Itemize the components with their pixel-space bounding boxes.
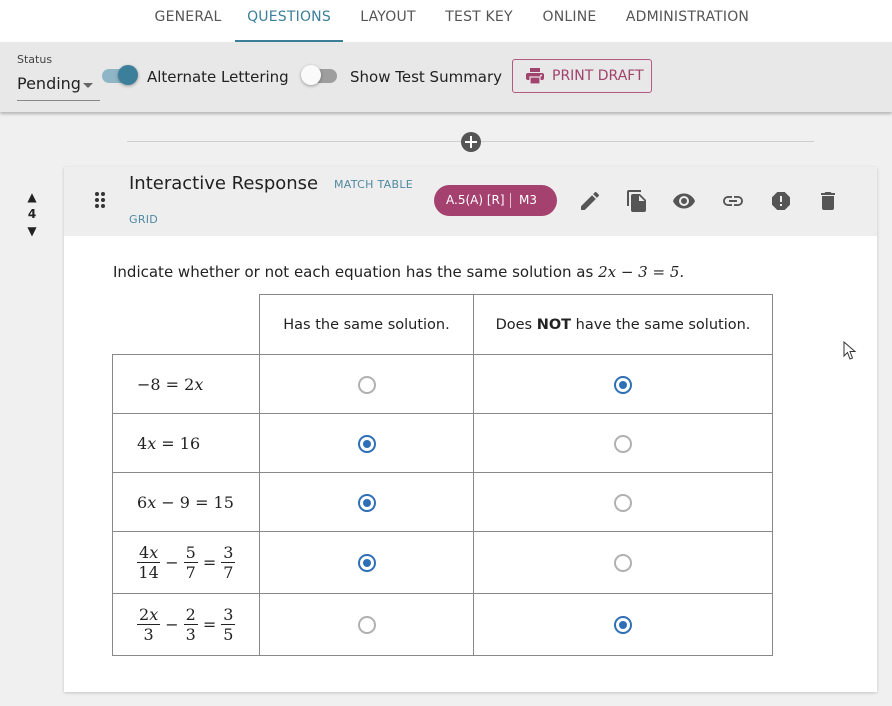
radio-option-selected[interactable] (614, 616, 632, 634)
standard-badge[interactable] (434, 185, 557, 216)
equation-cell: 4x = 16 (113, 414, 260, 473)
answer-cell (260, 473, 474, 532)
answer-cell (260, 355, 474, 414)
equation-cell: $\frac{2x}{3}$ − $\frac{2}{3}$ = $\frac{3}{5}$ (113, 594, 260, 656)
show-test-summary-label: Show Test Summary (350, 68, 503, 86)
table-row (113, 594, 773, 656)
link-icon[interactable] (721, 189, 745, 213)
radio-option-selected[interactable] (358, 494, 376, 512)
print-draft-button[interactable] (512, 59, 652, 93)
radio-option-selected[interactable] (614, 376, 632, 394)
column-header-not-same (474, 295, 773, 355)
radio-option[interactable] (614, 494, 632, 512)
tab-layout[interactable]: LAYOUT (360, 9, 416, 25)
tab-test-key[interactable]: TEST KEY (445, 9, 513, 25)
status-select[interactable] (17, 70, 100, 101)
question-header (64, 167, 877, 236)
radio-option-selected[interactable] (358, 554, 376, 572)
question-title: Interactive Response (129, 173, 319, 194)
column-header-same: Has the same solution. (260, 295, 474, 355)
answer-cell (474, 414, 773, 473)
radio-option[interactable] (614, 554, 632, 572)
radio-option[interactable] (358, 376, 376, 394)
print-draft-label: PRINT DRAFT (552, 68, 644, 84)
equation-cell: 6x − 9 = 15 (113, 473, 260, 532)
answer-cell (260, 594, 474, 656)
tab-online[interactable]: ONLINE (542, 9, 597, 25)
radio-option[interactable] (614, 435, 632, 453)
question-number: 4 (27, 207, 37, 221)
status-value: Pending (17, 74, 81, 93)
edit-icon[interactable] (578, 189, 602, 213)
report-issue-icon[interactable] (769, 189, 793, 213)
add-question-button[interactable] (461, 132, 481, 152)
answer-cell (474, 473, 773, 532)
top-nav (0, 0, 892, 42)
radio-option-selected[interactable] (358, 435, 376, 453)
answer-cell (260, 414, 474, 473)
answer-cell (474, 532, 773, 594)
radio-option[interactable] (358, 616, 376, 634)
table-row (113, 414, 773, 473)
printer-icon (526, 68, 544, 84)
column-header-not-same-text: Does NOT have the same solution. (495, 316, 751, 333)
table-row (113, 473, 773, 532)
equation-cell: −8 = 2x (113, 355, 260, 414)
badge-divider (510, 193, 511, 208)
prompt-text: Indicate whether or not each equation has the same solution as (113, 263, 594, 281)
reorder-control (22, 190, 42, 238)
table-row (113, 355, 773, 414)
match-table (112, 294, 773, 656)
table-row (113, 532, 773, 594)
prompt-equation: 2x − 3 = 5. (598, 263, 685, 281)
drag-handle-icon[interactable] (95, 192, 105, 208)
preview-eye-icon[interactable] (672, 189, 696, 213)
duplicate-icon[interactable] (625, 189, 649, 213)
chevron-down-icon (83, 83, 93, 88)
equation-cell: $\frac{4x}{14}$ − $\frac{5}{7}$ = $\frac{3}{7}$ (113, 532, 260, 594)
toggle-knob (118, 65, 138, 85)
question-type: MATCH TABLE (334, 178, 414, 191)
standard-code: A.5(A) [R] (446, 193, 505, 207)
answer-cell (260, 532, 474, 594)
answer-cell (474, 594, 773, 656)
dok-level: M3 (519, 193, 537, 207)
show-test-summary-toggle[interactable] (301, 65, 339, 87)
alternate-lettering-label: Alternate Lettering (147, 68, 289, 86)
plus-icon (465, 136, 477, 148)
tab-general[interactable]: GENERAL (154, 9, 222, 25)
move-down-icon[interactable]: ▼ (27, 224, 37, 238)
tab-administration[interactable]: ADMINISTRATION (625, 9, 750, 25)
answer-cell (474, 355, 773, 414)
delete-icon[interactable] (816, 189, 840, 213)
alternate-lettering-toggle[interactable] (100, 65, 138, 87)
table-corner (113, 295, 260, 355)
status-label: Status (17, 53, 53, 66)
mouse-cursor-icon (843, 341, 857, 361)
question-subtype: GRID (129, 213, 159, 226)
question-toolbar (0, 42, 892, 112)
tab-questions[interactable]: QUESTIONS (235, 0, 343, 42)
question-card (64, 167, 877, 692)
toggle-knob (301, 65, 321, 85)
question-prompt (113, 263, 684, 281)
move-up-icon[interactable]: ▲ (27, 190, 37, 204)
